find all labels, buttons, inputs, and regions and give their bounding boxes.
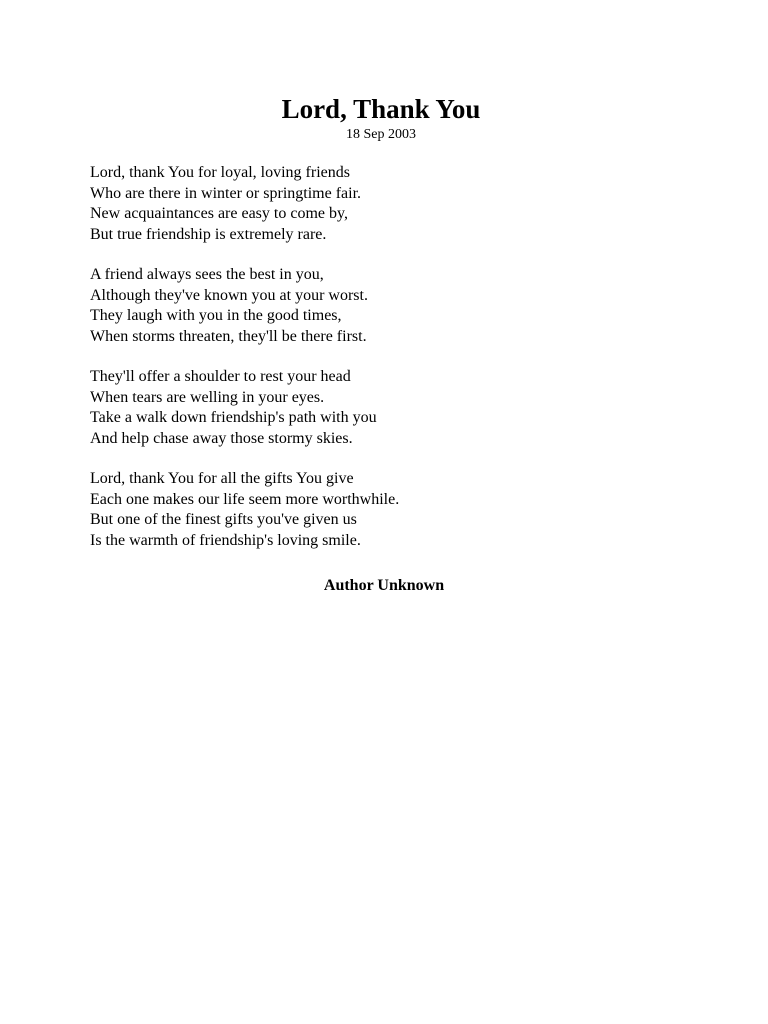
poem-author: Author Unknown <box>323 577 445 594</box>
stanza-1 <box>90 163 690 245</box>
poem-line: A friend always sees the best in you, <box>90 266 324 283</box>
poem-line: When storms threaten, they'll be there first. <box>90 327 367 345</box>
poem-line: Take a walk down friendship's path with you <box>90 409 377 426</box>
poem-line: And help chase away those stormy skies. <box>90 429 353 447</box>
poem-line: Lord, thank You for loyal, loving friends <box>90 164 350 181</box>
stanza-2 <box>90 265 690 347</box>
poem-line: When tears are welling in your eyes. <box>90 388 325 406</box>
poem-line: New acquaintances are easy to come by, <box>90 205 348 222</box>
poem-line: But one of the finest gifts you've given us <box>90 511 357 528</box>
stanza-3 <box>90 367 690 449</box>
stanza-4 <box>90 469 690 551</box>
poem-date: 18 Sep 2003 <box>346 127 416 142</box>
poem-line: Each one makes our life seem more worthwhile. <box>90 490 400 508</box>
poem-line: Who are there in winter or springtime fair. <box>90 184 362 202</box>
poem-line: Is the warmth of friendship's loving smile. <box>90 531 361 549</box>
poem-line: They laugh with you in the good times, <box>90 307 342 324</box>
poem-line: They'll offer a shoulder to rest your head <box>90 368 351 385</box>
poem-body <box>90 163 690 571</box>
poem-title: Lord, Thank You <box>281 94 481 124</box>
poem-line: But true friendship is extremely rare. <box>90 225 327 243</box>
poem-line: Although they've known you at your worst. <box>90 286 368 304</box>
poem-line: Lord, thank You for all the gifts You give <box>90 470 354 487</box>
